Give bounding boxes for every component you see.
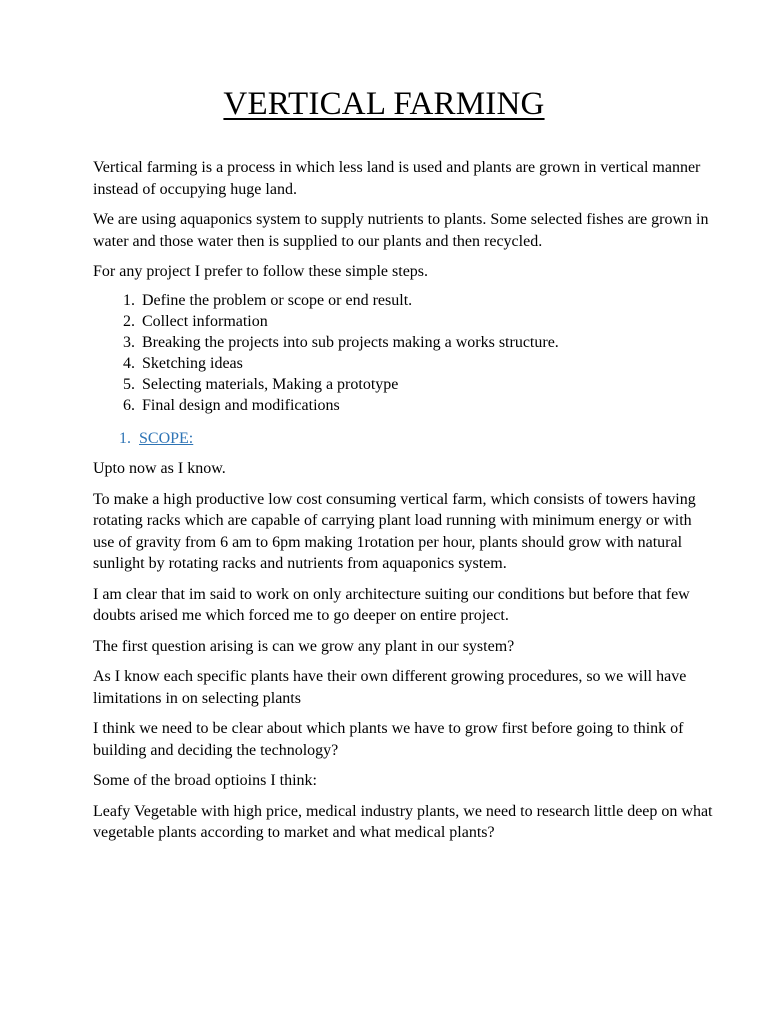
body-paragraph: As I know each specific plants have their own different growing procedures, so we will have limitations in on selecting plants xyxy=(93,668,687,707)
step-item: 1. Define the problem or scope or end result. xyxy=(139,290,713,311)
body-paragraph: I am clear that im said to work on only architecture suiting our conditions but before that few doubts arised me which forced me to go deeper on entire project. xyxy=(93,585,690,624)
step-item: 3. Breaking the projects into sub projects making a works structure. xyxy=(139,332,713,353)
section-number: 1. xyxy=(119,429,131,447)
step-item: 4. Sketching ideas xyxy=(139,353,713,374)
body-paragraph: Leafy Vegetable with high price, medical industry plants, we need to research little deep on what vegetable plants according to market and what medical plants? xyxy=(93,802,713,841)
page-title: VERTICAL FARMING xyxy=(223,86,545,122)
body-paragraph: The first question arising is can we grow any plant in our system? xyxy=(93,637,515,655)
step-item: 5. Selecting materials, Making a prototype xyxy=(139,374,713,395)
body-paragraph: I think we need to be clear about which plants we have to grow first before going to think of building and deciding the technology? xyxy=(93,720,684,759)
steps-list xyxy=(93,290,713,416)
body-paragraph: Upto now as I know. xyxy=(93,460,226,477)
section-heading-scope xyxy=(93,428,713,450)
document-body xyxy=(93,157,713,853)
intro-paragraph: We are using aquaponics system to supply nutrients to plants. Some selected fishes are grown in water and those water then is supplied to our plants and then recycled. xyxy=(93,211,709,250)
body-paragraph: To make a high productive low cost consuming vertical farm, which consists of towers having rotating racks which are capable of carrying plant load running with minimum energy or with use of gravity from 6 am to 6pm making 1rotation per hour, plants should grow with natural sunlight by rotating racks and nutrients from aquaponics system. xyxy=(93,490,696,572)
intro-paragraph: For any project I prefer to follow these simple steps. xyxy=(93,263,429,280)
section-label: SCOPE: xyxy=(139,429,194,447)
body-paragraph: Some of the broad optioins I think: xyxy=(93,772,317,789)
step-item: 6. Final design and modifications xyxy=(139,395,713,416)
intro-paragraph: Vertical farming is a process in which less land is used and plants are grown in vertical manner instead of occupying huge land. xyxy=(93,159,701,198)
step-item: 2. Collect information xyxy=(139,311,713,332)
